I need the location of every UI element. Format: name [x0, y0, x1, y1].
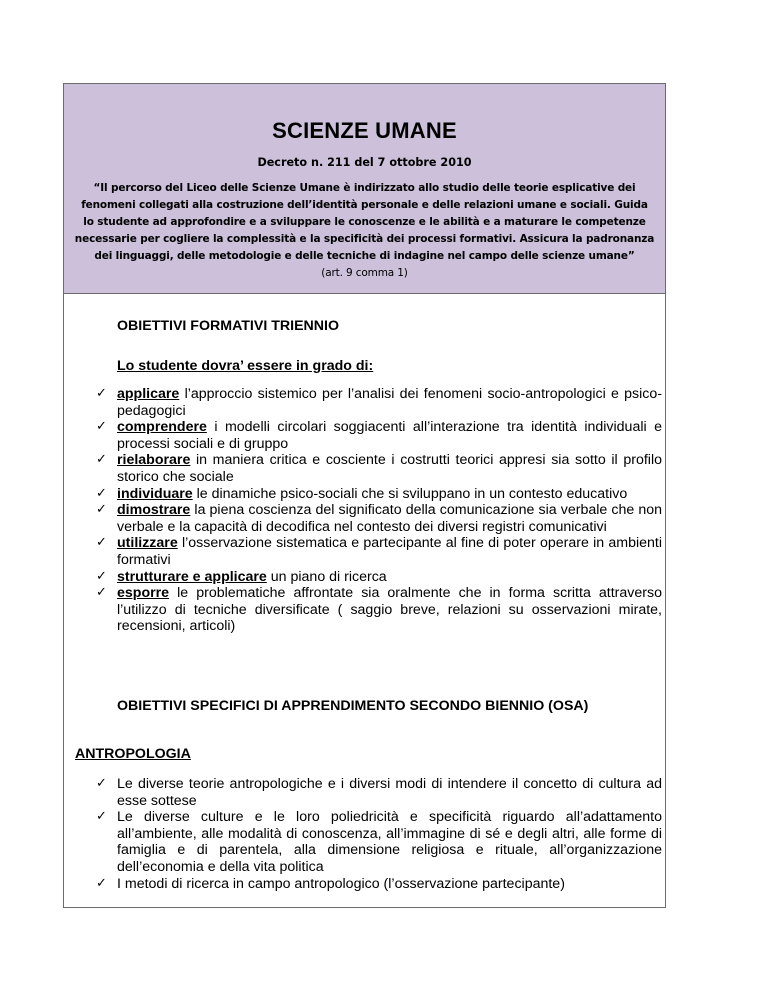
list-item — [96, 502, 662, 535]
item-keyword: rielaborare — [117, 452, 191, 469]
check-icon: ✓ — [96, 875, 107, 891]
list-item — [96, 452, 662, 485]
item-text: l’osservazione sistematica e partecipante al fine di poter operare in ambienti formativi — [117, 535, 662, 568]
item-keyword: utilizzare — [117, 535, 178, 552]
check-icon: ✓ — [96, 776, 107, 791]
list-item — [96, 585, 662, 635]
check-icon: ✓ — [96, 485, 107, 501]
item-text: l’approccio sistemico per l’analisi dei fenomeni socio-antropologici e psico-pedagogici — [117, 386, 662, 419]
list-item — [96, 569, 662, 586]
article-reference: (art. 9 comma 1) — [321, 267, 408, 279]
list-item — [96, 776, 662, 809]
check-icon: ✓ — [96, 386, 107, 401]
list-item — [96, 809, 662, 875]
check-icon: ✓ — [96, 568, 107, 584]
item-text: i modelli circolari soggiacenti all’interazione tra identità individuali e processi sociali e di gruppo — [117, 419, 662, 452]
objectives-heading: OBIETTIVI FORMATIVI TRIENNIO — [117, 318, 340, 334]
check-icon: ✓ — [96, 502, 107, 518]
check-icon: ✓ — [96, 535, 107, 551]
quote-line: dei linguaggi, delle metodologie e delle tecniche di indagine nel campo delle scienze umane” — [94, 250, 635, 262]
item-text: le problematiche affrontate sia oralmente che in forma scritta attraverso l’utilizzo di tecniche diversificate ( saggio breve, relazioni su osservazioni mirate, recensioni, articoli) — [117, 585, 662, 635]
quote-line: fenomeni collegati alla costruzione dell’identità personale e delle relazioni umane e sociali. Guida — [81, 199, 648, 211]
check-icon: ✓ — [96, 419, 107, 435]
check-icon: ✓ — [96, 452, 107, 468]
item-keyword: applicare — [117, 386, 180, 402]
osa-heading: OBIETTIVI SPECIFICI DI APPRENDIMENTO SECONDO BIENNIO (OSA) — [117, 698, 589, 714]
list-item — [96, 535, 662, 568]
item-keyword: strutturare e applicare — [117, 568, 267, 585]
item-text: Le diverse teorie antropologiche e i diversi modi di intendere il concetto di cultura ad esse sottese — [117, 776, 662, 809]
objectives-subheading: Lo studente dovra’ essere in grado di: — [117, 358, 374, 374]
item-text: la piena coscienza del significato della comunicazione sia verbale che non verbale e la capacità di decodifica nel contesto dei diversi registri comunicativi — [117, 502, 662, 535]
objectives-list — [96, 386, 662, 635]
item-text: le dinamiche psico-sociali che si sviluppano in un contesto educativo — [192, 485, 628, 502]
item-keyword: esporre — [117, 585, 170, 602]
quote-line: “Il percorso del Liceo delle Scienze Umane è indirizzato allo studio delle teorie esplicative dei — [93, 182, 636, 194]
item-text: un piano di ricerca — [266, 568, 387, 585]
header-box — [64, 84, 665, 294]
decree-reference: Decreto n. 211 del 7 ottobre 2010 — [257, 156, 472, 169]
quote-line: lo studente ad approfondire e a sviluppare le conoscenze e le abilità e a maturare le competenze — [83, 216, 646, 228]
list-item — [96, 486, 662, 503]
item-keyword: dimostrare — [117, 502, 191, 519]
check-icon: ✓ — [96, 809, 107, 825]
list-item — [96, 876, 662, 893]
item-text: Le diverse culture e le loro poliedricità e specificità riguardo all’adattamento all’ambiente, alle modalità di conoscenza, all’immagine di sé e degli altri, alle forme di famiglia e di parentela, alla dimensione religiosa e rituale, all’organizzazione dell’economia e della vita politica — [117, 809, 662, 875]
item-keyword: individuare — [117, 485, 193, 502]
intro-quote — [60, 180, 669, 282]
list-item — [96, 386, 662, 419]
quote-line: necessarie per cogliere la complessità e la specificità dei processi formativi. Assicura la padronanza — [74, 233, 655, 245]
check-icon: ✓ — [96, 585, 107, 601]
page-title: SCIENZE UMANE — [272, 118, 457, 143]
item-text: in maniera critica e cosciente i costrutti teorici appresi sia sotto il profilo storico che sociale — [117, 452, 662, 485]
list-item — [96, 419, 662, 452]
item-keyword: comprendere — [117, 419, 207, 436]
antropologia-list — [96, 776, 662, 892]
antropologia-heading: ANTROPOLOGIA — [75, 746, 191, 762]
item-text: I metodi di ricerca in campo antropologico (l’osservazione partecipante) — [117, 875, 565, 892]
